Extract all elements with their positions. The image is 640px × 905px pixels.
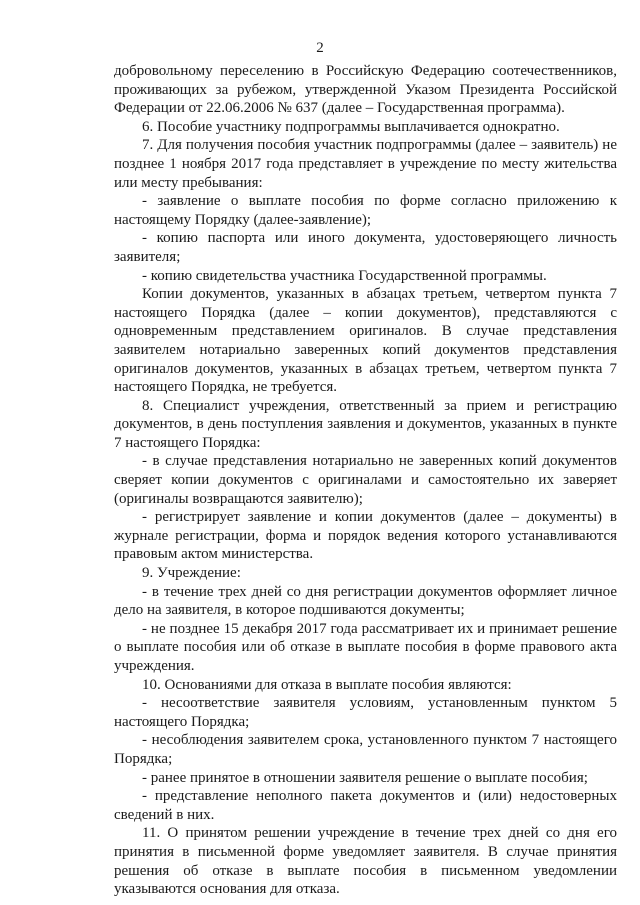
list-item-application: - заявление о выплате пособия по форме согласно приложению к настоящему Порядку (далее-заявление); [114, 193, 617, 228]
list-item-prior-decision: - ранее принятое в отношении заявителя решение о выплате пособия; [142, 769, 588, 786]
list-item-deadline: - несоблюдения заявителем срока, установленного пунктом 7 настоящего Порядка; [114, 732, 617, 767]
paragraph-item-11: 11. О принятом решении учреждение в течение трех дней со дня его принятия в письменной форме уведомляет заявителя. В случае принятия решения об отказе в выплате пособия в письменном уведомлении указываются основания для отказа. [114, 825, 617, 898]
list-item-passport: - копию паспорта или иного документа, удостоверяющего личность заявителя; [114, 230, 617, 265]
paragraph-copies: Копии документов, указанных в абзацах третьем, четвертом пункта 7 настоящего Порядка (далее – копии документов), представляются с одновременным представлением оригиналов. В случае представления заявителем нотариально заверенных копий документов представления оригиналов документов, указанных в абзацах третьем, четвертом пункта 7 настоящего Порядка, не требуется. [114, 286, 617, 396]
paragraph-item-6: 6. Пособие участнику подпрограммы выплачивается однократно. [142, 118, 560, 135]
list-item-decision: - не позднее 15 декабря 2017 года рассматривает их и принимает решение о выплате пособия или об отказе в выплате пособия в форме правового акта учреждения. [114, 620, 617, 674]
list-item-incomplete: - представление неполного пакета документов и (или) недостоверных сведений в них. [114, 788, 617, 823]
page-number: 2 [316, 40, 324, 56]
paragraph-item-9: 9. Учреждение: [142, 565, 241, 582]
list-item-nonconformity: - несоответствие заявителя условиям, установленным пунктом 5 настоящего Порядка; [114, 695, 617, 730]
list-item-register: - регистрирует заявление и копии документов (далее – документы) в журнале регистрации, форма и порядок ведения которого устанавливаются правовым актом министерства. [114, 509, 617, 563]
paragraph-item-8: 8. Специалист учреждения, ответственный за прием и регистрацию документов, в день поступления заявления и документов, указанных в пункте 7 настоящего Порядка: [114, 397, 617, 451]
paragraph-continuation: добровольному переселению в Российскую Федерацию соотечественников, проживающих за рубежом, утвержденной Указом Президента Российской Федерации от 22.06.2006 № 637 (далее – Государственная программа). [114, 63, 617, 117]
list-item-certificate: - копию свидетельства участника Государственной программы. [142, 267, 547, 284]
list-item-personal-file: - в течение трех дней со дня регистрации документов оформляет личное дело на заявителя, в которое подшиваются документы; [114, 583, 617, 619]
paragraph-item-7: 7. Для получения пособия участник подпрограммы (далее – заявитель) не позднее 1 ноября 2017 года представляет в учреждение по месту жительства или месту пребывания: [114, 137, 617, 191]
paragraph-item-10: 10. Основаниями для отказа в выплате пособия являются: [142, 676, 512, 693]
list-item-verify-copies: - в случае представления нотариально не заверенных копий документов сверяет копии документов с оригиналами и самостоятельно их заверяет (оригиналы возвращаются заявителю); [114, 453, 617, 507]
document-body [114, 62, 617, 899]
